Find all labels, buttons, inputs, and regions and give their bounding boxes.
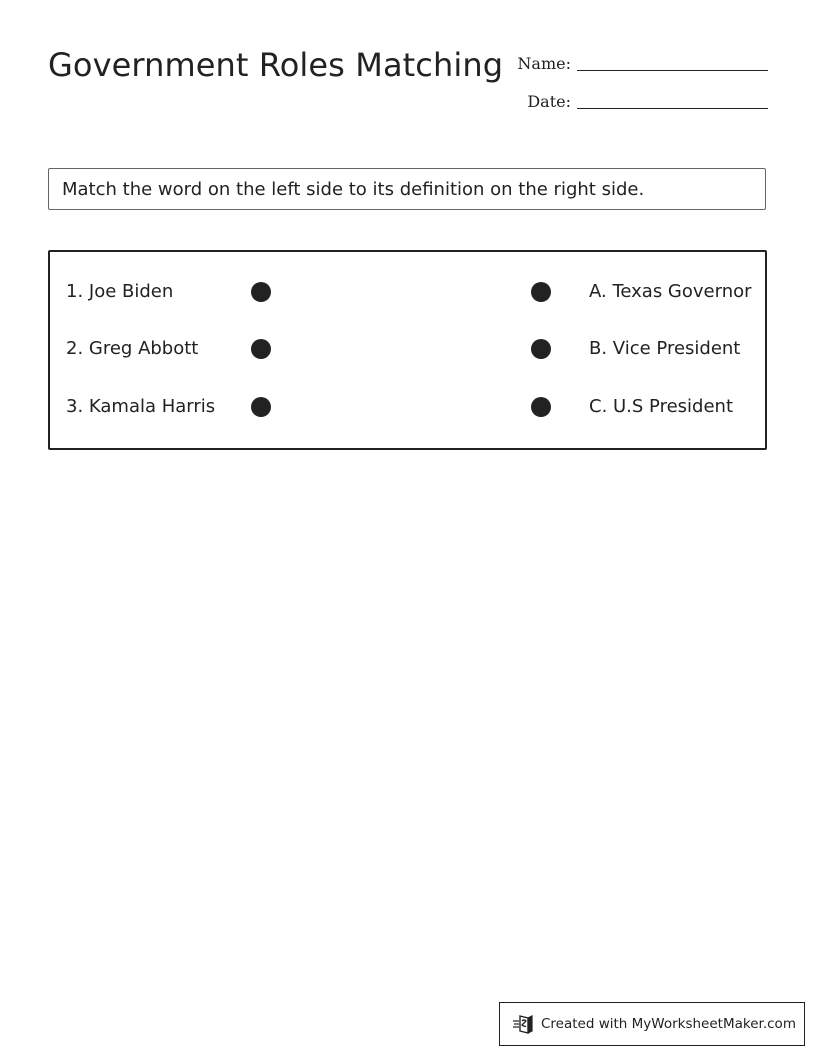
right-match-dot[interactable] [531,339,551,359]
footer-text: Created with MyWorksheetMaker.com [541,1016,796,1032]
myworksheetmaker-logo-icon [512,1013,534,1035]
right-match-dot[interactable] [531,397,551,417]
left-term: 1. Joe Biden [66,281,174,302]
right-definition: A. Texas Governor [589,281,752,302]
date-line[interactable] [577,108,768,109]
right-match-dot[interactable] [531,282,551,302]
name-line[interactable] [577,70,768,71]
right-definition: C. U.S President [589,396,734,417]
footer-badge[interactable] [499,1002,805,1046]
date-field[interactable] [527,92,768,111]
matching-box [48,250,767,450]
name-label: Name: [517,54,571,73]
left-match-dot[interactable] [251,397,271,417]
name-field[interactable] [517,54,768,73]
left-match-dot[interactable] [251,339,271,359]
instructions-text: Match the word on the left side to its definition on the right side. [62,178,645,200]
worksheet-title: Government Roles Matching [48,46,504,84]
left-term: 2. Greg Abbott [66,338,199,359]
matching-row [50,277,765,307]
left-term: 3. Kamala Harris [66,396,216,417]
date-label: Date: [527,92,571,111]
instructions-box [48,168,766,210]
right-definition: B. Vice President [589,338,741,359]
matching-row [50,334,765,364]
matching-row [50,392,765,422]
left-match-dot[interactable] [251,282,271,302]
